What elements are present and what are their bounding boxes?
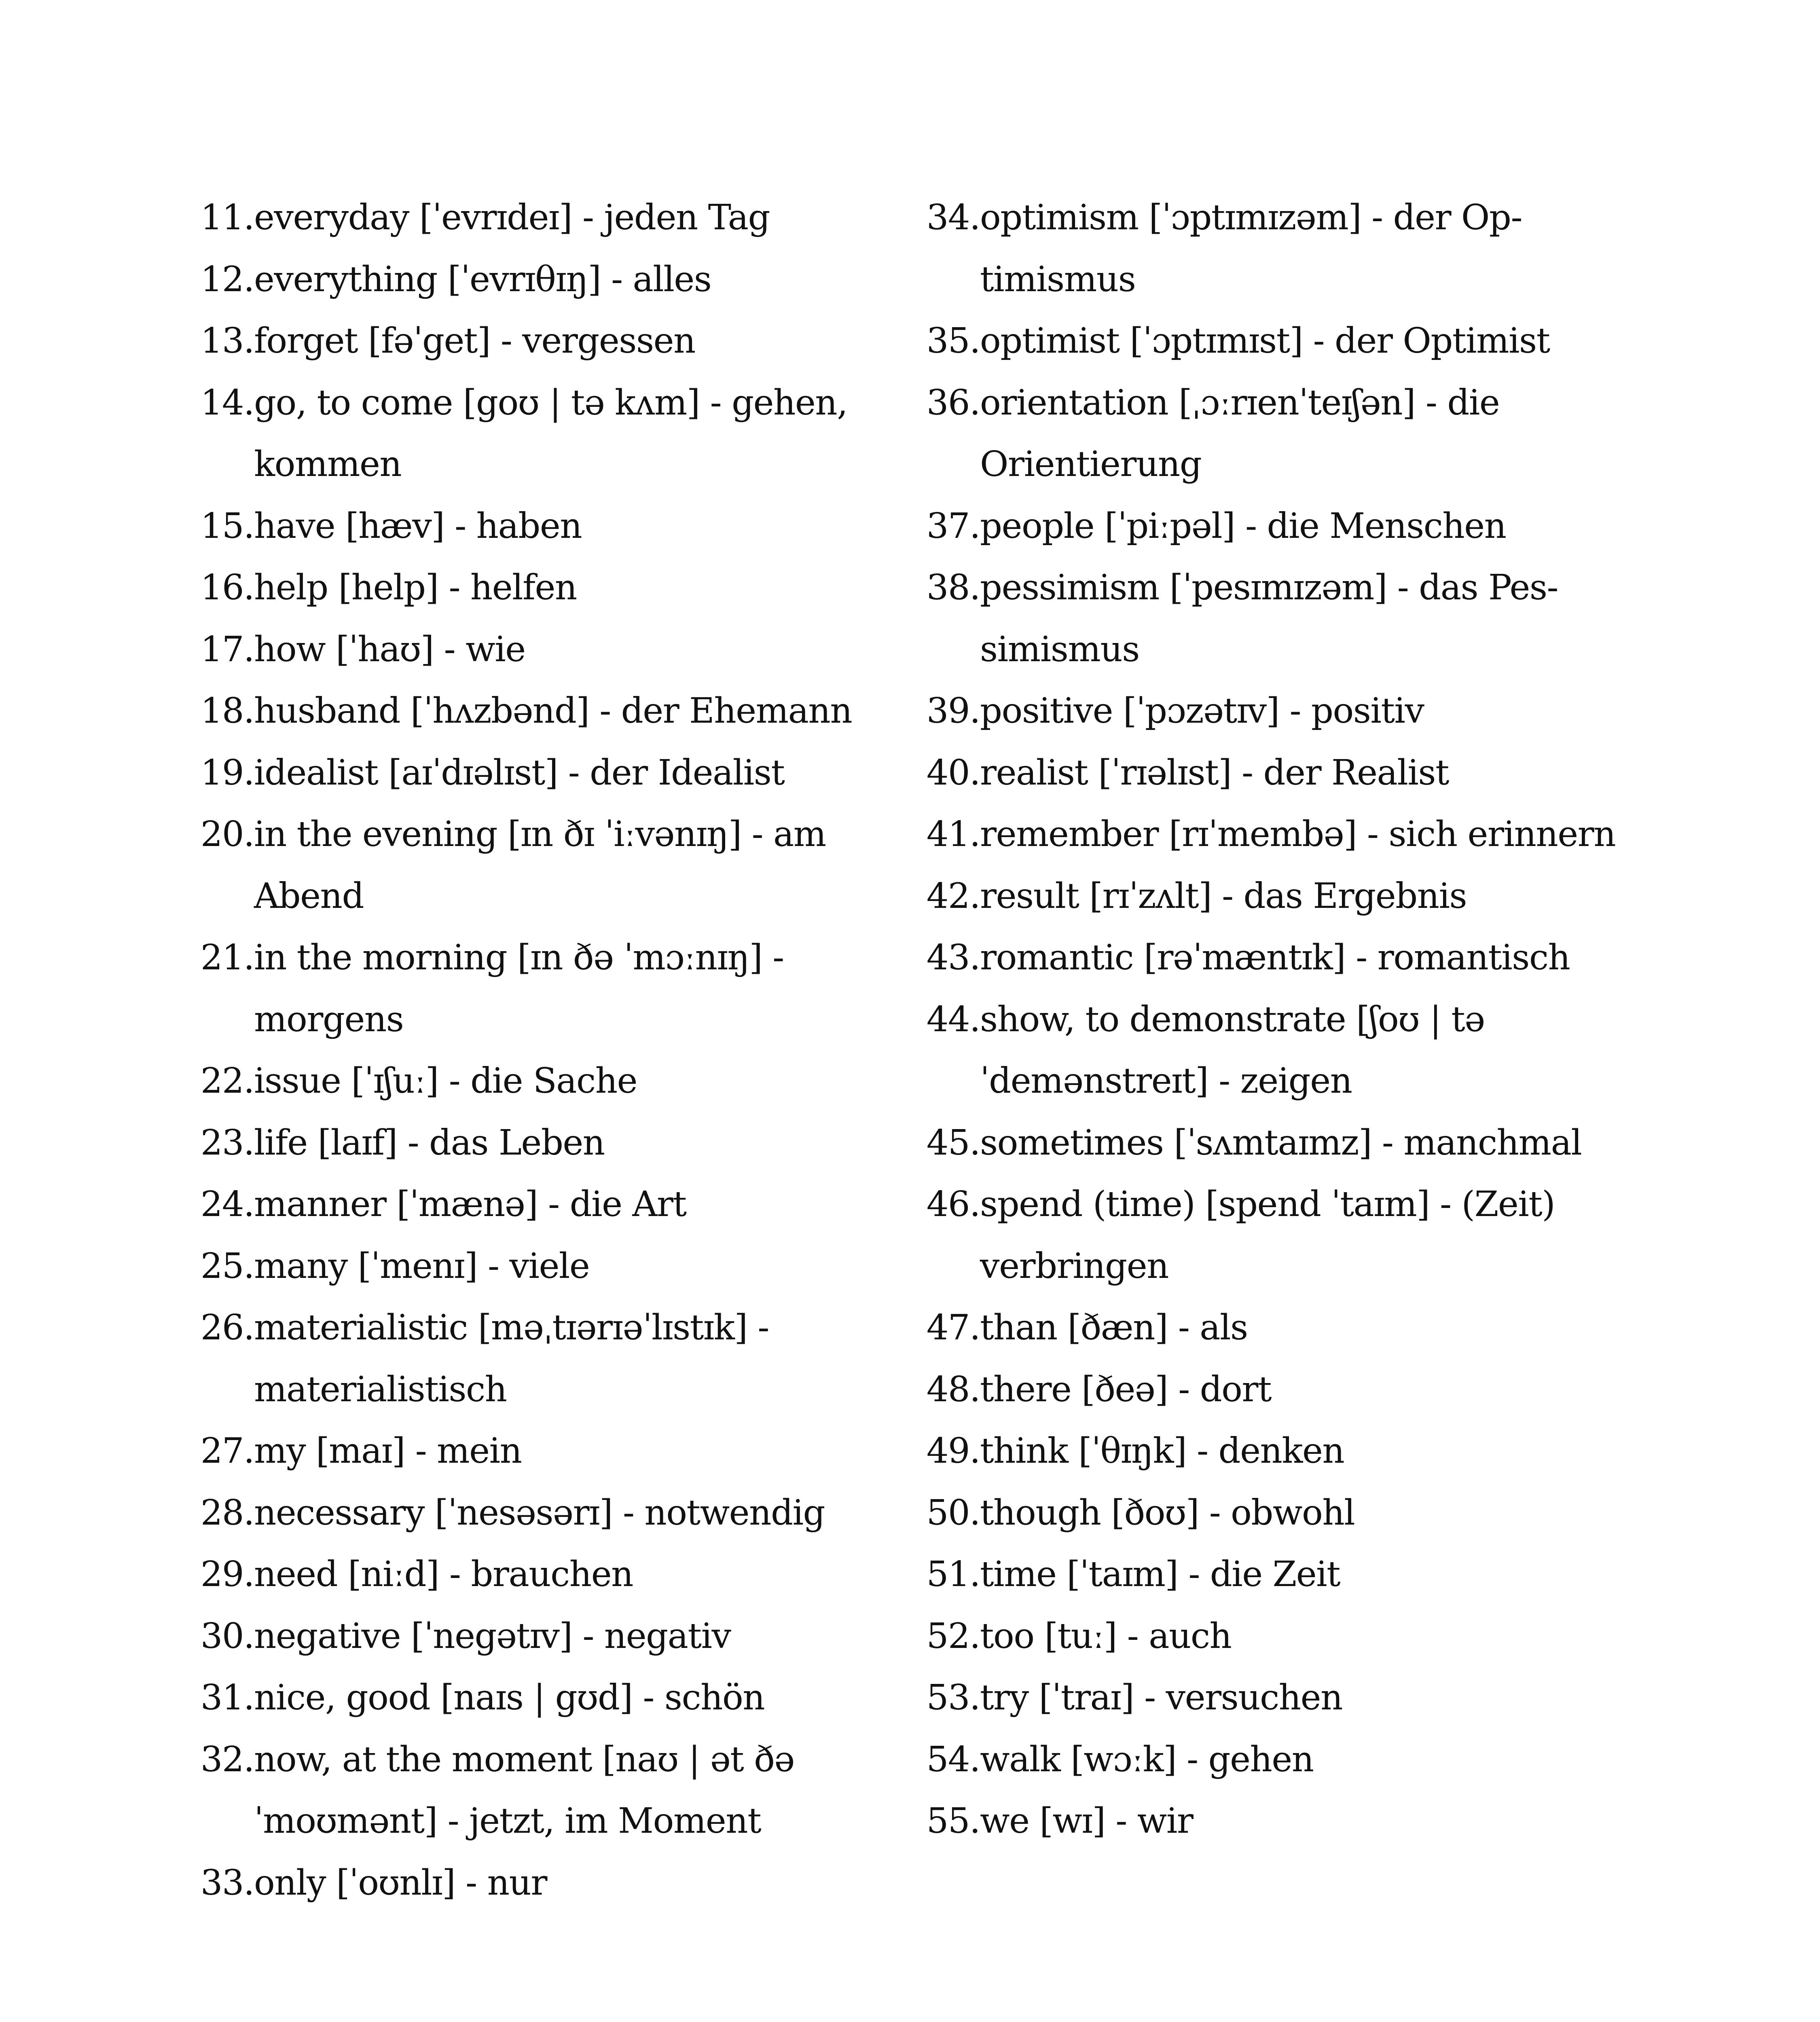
entry-text: in the evening [ɪn ðɪ ˈiːvənɪŋ] - am Abend [254, 814, 826, 916]
entry-number: 42. [926, 876, 980, 916]
entry-text: spend (time) [spend ˈtaɪm] - (Zeit) verbringen [980, 1184, 1555, 1286]
entry-number: 51. [926, 1554, 980, 1595]
entry-text: now, at the moment [naʊ | ət ðə ˈmoʊmənt] - jetzt, im Moment [254, 1739, 794, 1841]
vocabulary-entry [193, 1852, 905, 1914]
entry-number: 36. [926, 382, 980, 423]
entry-text: manner [ˈmænə] - die Art [254, 1184, 686, 1225]
entry-number: 41. [926, 814, 980, 854]
entry-text: show, to demonstrate [ʃoʊ | tə ˈdemənstreɪt] - zeigen [980, 999, 1485, 1101]
entry-text: only [ˈoʊnlɪ] - nur [254, 1862, 547, 1903]
vocabulary-entry [193, 1420, 905, 1482]
entry-number: 12. [200, 259, 254, 300]
entry-number: 20. [200, 814, 254, 854]
entry-text: pessimism [ˈpesɪmɪzəm] - das Pessimismus [980, 567, 1559, 670]
vocabulary-entry [919, 680, 1627, 742]
vocabulary-entry [193, 310, 905, 372]
vocabulary-entry [919, 372, 1627, 495]
entry-number: 19. [200, 752, 254, 793]
entry-text: think [ˈθɪŋk] - denken [980, 1431, 1344, 1471]
entry-text: materialistic [məˌtɪərɪəˈlɪstɪk] - materialistisch [254, 1307, 769, 1410]
entry-number: 46. [926, 1184, 980, 1225]
vocabulary-entry [919, 1544, 1627, 1605]
entry-number: 30. [200, 1616, 254, 1656]
entry-text: though [ðoʊ] - obwohl [980, 1492, 1355, 1533]
vocabulary-entry [919, 927, 1627, 989]
vocabulary-entry [193, 1174, 905, 1235]
vocabulary-entry [919, 1420, 1627, 1482]
vocabulary-entry [919, 310, 1627, 372]
vocabulary-entry [919, 1667, 1627, 1729]
vocabulary-entry [193, 1544, 905, 1605]
vocabulary-entry [919, 1359, 1627, 1421]
vocabulary-entry [919, 1790, 1627, 1852]
vocabulary-entry [919, 1112, 1627, 1174]
vocabulary-entry [919, 1297, 1627, 1359]
vocabulary-entry [919, 1605, 1627, 1667]
vocabulary-entry [193, 1667, 905, 1729]
vocabulary-entry [193, 1605, 905, 1667]
entry-text: sometimes [ˈsʌmtaɪmz] - manchmal [980, 1122, 1582, 1163]
entry-text: nice, good [naɪs | gʊd] - schön [254, 1677, 765, 1718]
entry-number: 29. [200, 1554, 254, 1595]
entry-text: need [niːd] - brauchen [254, 1554, 633, 1595]
entry-number: 33. [200, 1862, 254, 1903]
entry-number: 48. [926, 1369, 980, 1410]
entry-text: life [laɪf] - das Leben [254, 1122, 605, 1163]
entry-text: optimist [ˈɔptɪmɪst] - der Optimist [980, 321, 1550, 361]
vocabulary-entry [193, 495, 905, 557]
entry-text: in the morning [ɪn ðə ˈmɔːnɪŋ] - morgens [254, 937, 784, 1040]
vocabulary-entry [919, 1482, 1627, 1544]
entry-text: many [ˈmenɪ] - viele [254, 1246, 590, 1286]
entry-number: 47. [926, 1307, 980, 1348]
entry-text: forget [fəˈget] - vergessen [254, 321, 695, 361]
entry-number: 14. [200, 382, 254, 423]
entry-number: 54. [926, 1739, 980, 1780]
vocabulary-entry [919, 1174, 1627, 1297]
entry-text: orientation [ˌɔːrɪenˈteɪʃən] - die Orientierung [980, 382, 1500, 484]
vocabulary-entry [193, 680, 905, 742]
entry-text: everyday [ˈevrɪdeɪ] - jeden Tag [254, 197, 770, 238]
entry-text: negative [ˈnegətɪv] - negativ [254, 1616, 731, 1656]
entry-text: there [ðeə] - dort [980, 1369, 1272, 1410]
entry-text: time [ˈtaɪm] - die Zeit [980, 1554, 1340, 1595]
entry-number: 40. [926, 752, 980, 793]
entry-number: 55. [926, 1801, 980, 1841]
vocabulary-entry [919, 804, 1627, 865]
entry-number: 53. [926, 1677, 980, 1718]
entry-number: 39. [926, 691, 980, 731]
entry-text: than [ðæn] - als [980, 1307, 1248, 1348]
entry-text: husband [ˈhʌzbənd] - der Ehemann [254, 691, 852, 731]
vocabulary-entry [919, 495, 1627, 557]
vocabulary-entry [193, 1729, 905, 1852]
entry-number: 44. [926, 999, 980, 1040]
entry-text: people [ˈpiːpəl] - die Menschen [980, 506, 1506, 546]
entry-number: 18. [200, 691, 254, 731]
vocabulary-entry [919, 187, 1627, 310]
entry-number: 17. [200, 629, 254, 670]
entry-number: 13. [200, 321, 254, 361]
vocabulary-entry [193, 619, 905, 681]
entry-number: 15. [200, 506, 254, 546]
entry-number: 28. [200, 1492, 254, 1533]
entry-text: realist [ˈrɪəlɪst] - der Realist [980, 752, 1449, 793]
vocabulary-list-left [193, 187, 905, 1914]
entry-number: 26. [200, 1307, 254, 1348]
vocabulary-entry [193, 1050, 905, 1112]
entry-number: 35. [926, 321, 980, 361]
entry-text: necessary [ˈnesəsərɪ] - notwendig [254, 1492, 825, 1533]
entry-text: too [tuː] - auch [980, 1616, 1232, 1656]
entry-text: we [wɪ] - wir [980, 1801, 1193, 1841]
entry-number: 24. [200, 1184, 254, 1225]
vocabulary-entry [193, 1112, 905, 1174]
vocabulary-entry [919, 865, 1627, 927]
entry-text: how [ˈhaʊ] - wie [254, 629, 525, 670]
vocabulary-list-right [919, 187, 1627, 1852]
entry-text: result [rɪˈzʌlt] - das Ergebnis [980, 876, 1467, 916]
entry-text: help [help] - helfen [254, 567, 577, 608]
vocabulary-entry [193, 187, 905, 249]
entry-text: issue [ˈɪʃuː] - die Sache [254, 1061, 637, 1101]
entry-number: 16. [200, 567, 254, 608]
entry-number: 31. [200, 1677, 254, 1718]
entry-number: 38. [926, 567, 980, 608]
entry-number: 25. [200, 1246, 254, 1286]
entry-number: 11. [200, 197, 254, 238]
entry-text: my [maɪ] - mein [254, 1431, 522, 1471]
entry-text: everything [ˈevrɪθɪŋ] - alles [254, 259, 711, 300]
entry-number: 34. [926, 197, 980, 238]
entry-number: 43. [926, 937, 980, 978]
vocabulary-entry [193, 742, 905, 804]
entry-number: 37. [926, 506, 980, 546]
entry-text: go, to come [goʊ | tə kʌm] - gehen, kommen [254, 382, 848, 484]
entry-number: 23. [200, 1122, 254, 1163]
vocabulary-entry [193, 927, 905, 1050]
entry-number: 49. [926, 1431, 980, 1471]
entry-text: walk [wɔːk] - gehen [980, 1739, 1314, 1780]
entry-text: positive [ˈpɔzətɪv] - positiv [980, 691, 1424, 731]
entry-text: idealist [aɪˈdɪəlɪst] - der Idealist [254, 752, 785, 793]
entry-text: try [ˈtraɪ] - versuchen [980, 1677, 1342, 1718]
vocabulary-entry [193, 249, 905, 311]
vocabulary-entry [919, 557, 1627, 680]
vocabulary-entry [919, 989, 1627, 1112]
entry-text: have [hæv] - haben [254, 506, 582, 546]
vocabulary-entry [193, 1297, 905, 1420]
vocabulary-entry [193, 372, 905, 495]
entry-number: 52. [926, 1616, 980, 1656]
vocabulary-entry [193, 1482, 905, 1544]
entry-number: 32. [200, 1739, 254, 1780]
entry-number: 27. [200, 1431, 254, 1471]
entry-number: 50. [926, 1492, 980, 1533]
vocabulary-entry [919, 742, 1627, 804]
vocabulary-entry [193, 804, 905, 927]
entry-text: remember [rɪˈmembə] - sich erinnern [980, 814, 1616, 854]
vocabulary-entry [193, 557, 905, 619]
entry-text: optimism [ˈɔptɪmɪzəm] - der Optimismus [980, 197, 1523, 300]
vocabulary-entry [193, 1235, 905, 1297]
entry-number: 22. [200, 1061, 254, 1101]
vocabulary-entry [919, 1729, 1627, 1791]
entry-text: romantic [rəˈmæntɪk] - romantisch [980, 937, 1570, 978]
entry-number: 45. [926, 1122, 980, 1163]
entry-number: 21. [200, 937, 254, 978]
